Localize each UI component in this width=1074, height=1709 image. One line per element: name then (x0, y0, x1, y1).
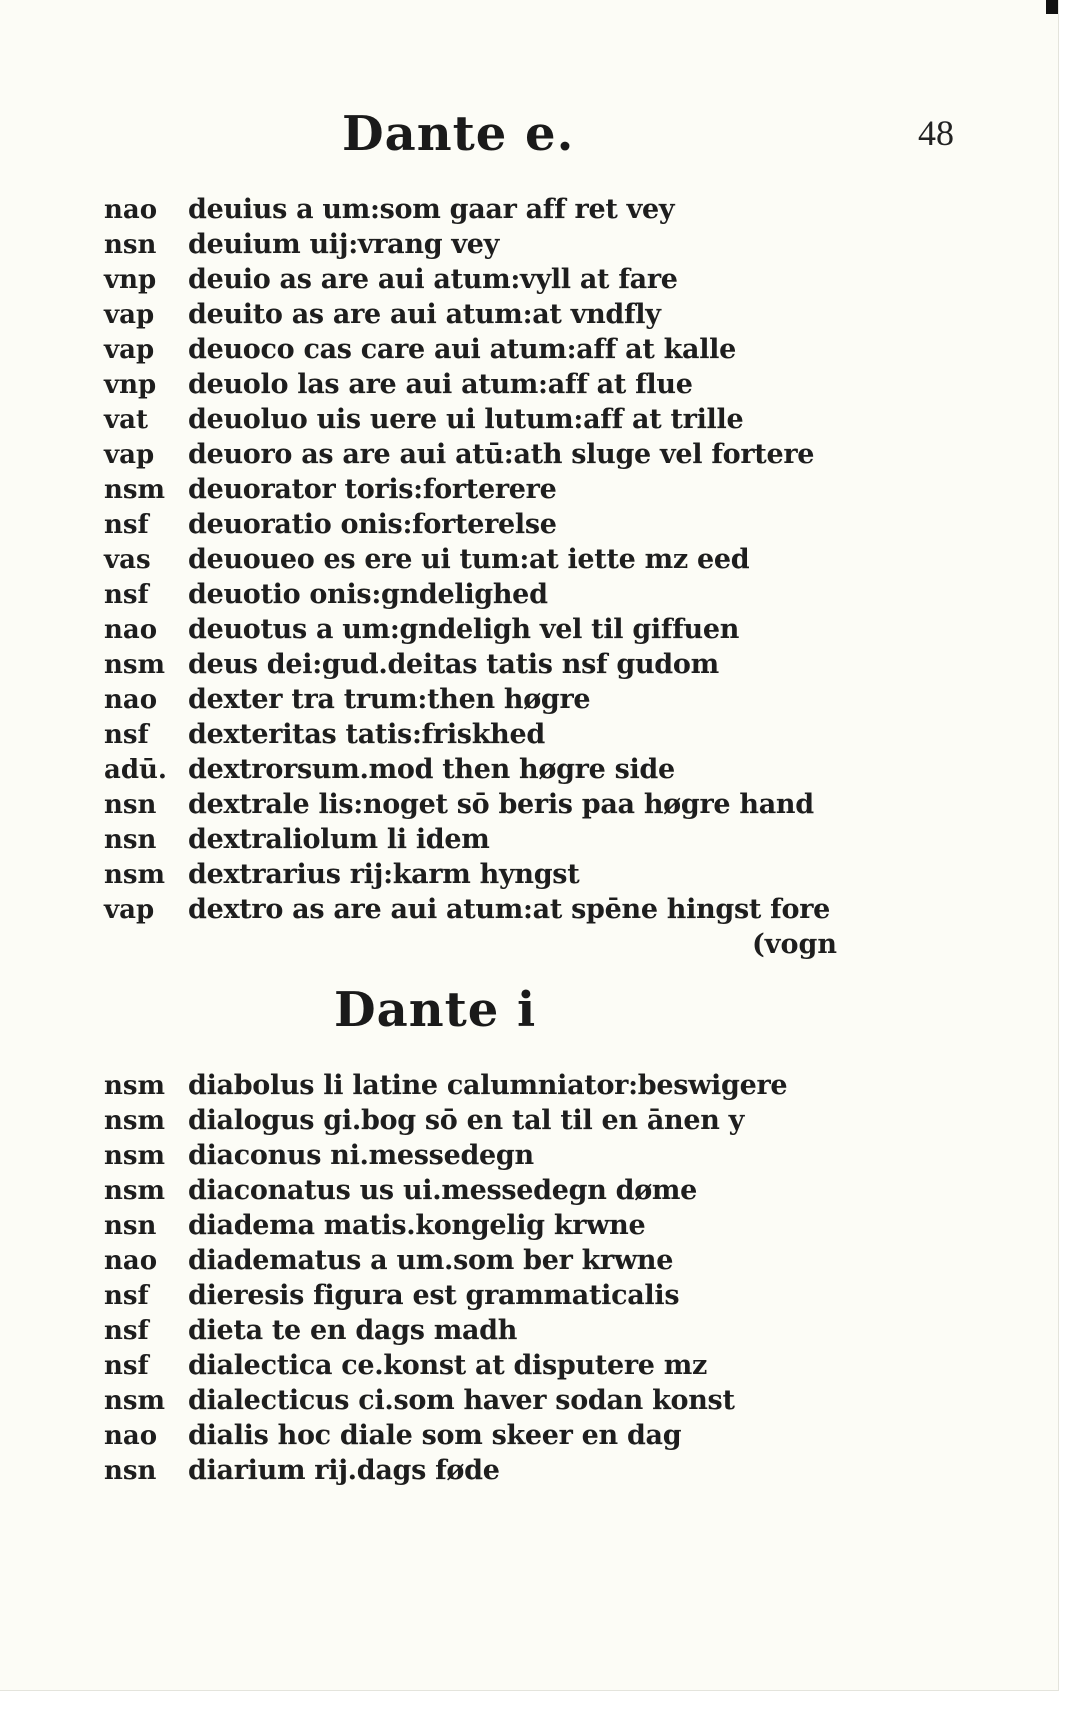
entry-grammar-code: nsn (104, 790, 157, 820)
dictionary-entry (104, 822, 837, 857)
dictionary-entry (104, 402, 837, 437)
entry-continuation: (vogn (752, 929, 837, 960)
entry-list-dante-e (104, 192, 837, 962)
entry-text: deuium uij:vrang vey (188, 229, 500, 260)
entry-text: deuio as are aui atum:vyll at fare (188, 264, 678, 295)
dictionary-entry (104, 1278, 787, 1313)
dictionary-entry (104, 1348, 787, 1383)
entry-grammar-code: vap (104, 300, 155, 330)
entry-text: dialogus gi.bog sō en tal til en ānen y (188, 1105, 745, 1136)
dictionary-entry (104, 647, 837, 682)
entry-text: diarium rij.dags føde (188, 1455, 500, 1486)
dictionary-entry (104, 262, 837, 297)
dictionary-entry (104, 367, 837, 402)
entry-grammar-code: nao (104, 195, 158, 225)
entry-grammar-code: nsf (104, 580, 149, 610)
entry-grammar-code: nsm (104, 1386, 166, 1416)
scan-corner-mark (1046, 0, 1058, 14)
dictionary-entry (104, 1313, 787, 1348)
entry-text: diaconus ni.messedegn (188, 1140, 534, 1171)
dictionary-entry (104, 1453, 787, 1488)
entry-text: deuoratio onis:forterelse (188, 509, 557, 540)
entry-grammar-code: vnp (104, 370, 157, 400)
dictionary-entry (104, 857, 837, 892)
entry-grammar-code: vap (104, 440, 155, 470)
entry-text: deuoro as are aui atū:ath sluge vel fortere (188, 439, 815, 470)
entry-grammar-code: vap (104, 335, 155, 365)
entry-text: deuoluo uis uere ui lutum:aff at trille (188, 404, 744, 435)
entry-grammar-code: nsm (104, 1141, 166, 1171)
entry-grammar-code: vnp (104, 265, 157, 295)
entry-text: deuorator toris:forterere (188, 474, 557, 505)
entry-grammar-code: adū. (104, 755, 167, 785)
dictionary-entry (104, 717, 837, 752)
entry-grammar-code: nsf (104, 510, 149, 540)
entry-text: deuoueo es ere ui tum:at iette mz eed (188, 544, 750, 575)
dictionary-entry (104, 1208, 787, 1243)
entry-text: diadematus a um.som ber krwne (188, 1245, 674, 1276)
dictionary-entry (104, 892, 837, 927)
entry-grammar-code: nsf (104, 1351, 149, 1381)
entry-text: deuoco cas care aui atum:aff at kalle (188, 334, 737, 365)
section-heading-dante-i: Dante i (334, 982, 537, 1038)
entry-text: deuolo las are aui atum:aff at flue (188, 369, 693, 400)
entry-grammar-code: nsn (104, 1456, 157, 1486)
entry-grammar-code: nao (104, 685, 158, 715)
dictionary-entry (104, 1138, 787, 1173)
dictionary-entry (104, 542, 837, 577)
entry-text: dextrorsum.mod then høgre side (188, 754, 675, 785)
dictionary-entry (104, 332, 837, 367)
dictionary-entry (104, 192, 837, 227)
entry-text: deus dei:gud.deitas tatis nsf gudom (188, 649, 719, 680)
entry-grammar-code: nsm (104, 475, 166, 505)
entry-grammar-code: vat (104, 405, 148, 435)
section-heading-dante-e: Dante e. (342, 106, 575, 162)
entry-text: dieta te en dags madh (188, 1315, 518, 1346)
entry-grammar-code: vas (104, 545, 151, 575)
dictionary-entry (104, 437, 837, 472)
entry-text: diabolus li latine calumniator:beswigere (188, 1070, 788, 1101)
entry-text: dialecticus ci.som haver sodan konst (188, 1385, 735, 1416)
entry-text: dextro as are aui atum:at spēne hingst fore (188, 894, 830, 925)
entry-text: diaconatus us ui.messedegn døme (188, 1175, 698, 1206)
entry-text: dextrarius rij:karm hyngst (188, 859, 580, 890)
dictionary-entry (104, 577, 837, 612)
entry-text: dieresis figura est grammaticalis (188, 1280, 680, 1311)
entry-grammar-code: nsm (104, 860, 166, 890)
entry-grammar-code: nsm (104, 650, 166, 680)
entry-text: deuito as are aui atum:at vndfly (188, 299, 661, 330)
entry-grammar-code: nsm (104, 1106, 166, 1136)
entry-grammar-code: nao (104, 1421, 158, 1451)
dictionary-entry (104, 1243, 787, 1278)
entry-grammar-code: nao (104, 1246, 158, 1276)
entry-grammar-code: nsn (104, 230, 157, 260)
dictionary-entry (104, 507, 837, 542)
entry-text: deuotus a um:gndeligh vel til giffuen (188, 614, 740, 645)
entry-grammar-code: vap (104, 895, 155, 925)
dictionary-entry (104, 227, 837, 262)
entry-text: dexter tra trum:then høgre (188, 684, 591, 715)
entry-grammar-code: nao (104, 615, 158, 645)
dictionary-entry (104, 1383, 787, 1418)
dictionary-entry (104, 472, 837, 507)
page-number: 48 (918, 113, 954, 153)
dictionary-entry (104, 1068, 787, 1103)
entry-grammar-code: nsm (104, 1071, 166, 1101)
entry-grammar-code: nsf (104, 1281, 149, 1311)
entry-text: dexteritas tatis:friskhed (188, 719, 545, 750)
entry-grammar-code: nsf (104, 1316, 149, 1346)
entry-grammar-code: nsm (104, 1176, 166, 1206)
entry-text: dialectica ce.konst at disputere mz (188, 1350, 708, 1381)
entry-text: dialis hoc diale som skeer en dag (188, 1420, 682, 1451)
dictionary-entry (104, 1173, 787, 1208)
dictionary-entry (104, 297, 837, 332)
entry-grammar-code: nsf (104, 720, 149, 750)
entry-text: deuotio onis:gndelighed (188, 579, 548, 610)
dictionary-entry (104, 1418, 787, 1453)
dictionary-entry (104, 1103, 787, 1138)
entry-text: dextraliolum li idem (188, 824, 490, 855)
entry-list-dante-i (104, 1068, 787, 1488)
dictionary-entry (104, 612, 837, 647)
dictionary-entry (104, 752, 837, 787)
entry-text: diadema matis.kongelig krwne (188, 1210, 646, 1241)
entry-grammar-code: nsn (104, 825, 157, 855)
entry-grammar-code: nsn (104, 1211, 157, 1241)
entry-text: dextrale lis:noget sō beris paa høgre hand (188, 789, 814, 820)
entry-text: deuius a um:som gaar aff ret vey (188, 194, 675, 225)
dictionary-entry (104, 787, 837, 822)
dictionary-entry (104, 682, 837, 717)
